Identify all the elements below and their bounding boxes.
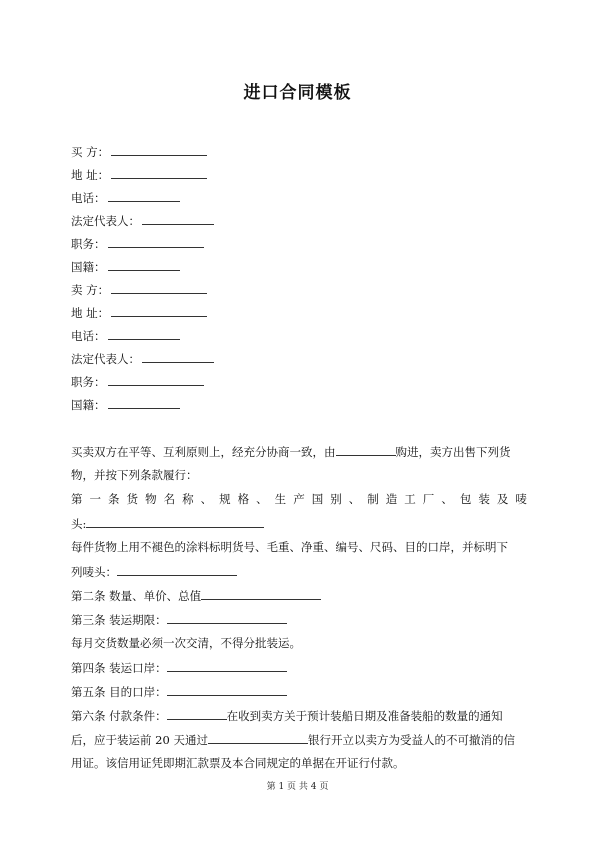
- article-1-heading-char: 厂: [422, 492, 435, 506]
- party-field-seller-phone: [71, 328, 180, 343]
- field-label: 法定代表人：: [71, 352, 140, 366]
- marks-paragraph-line: 每件货物上用不褪色的涂料标明货号、毛重、净重、编号、尺码、目的口岸，并标明下: [71, 540, 508, 554]
- fill-blank[interactable]: [142, 351, 214, 363]
- party-field-buyer-rep: [71, 213, 214, 228]
- fill-blank[interactable]: [108, 397, 180, 409]
- article-2: 第二条 数量、单价、总值: [71, 588, 321, 603]
- fill-blank[interactable]: [108, 374, 204, 386]
- article-1-heading-char: 一: [89, 492, 102, 506]
- party-field-seller: [71, 282, 207, 297]
- article-4: 第四条 装运口岸：: [71, 660, 287, 675]
- article-1-heading-char: 、: [348, 492, 361, 506]
- fill-blank[interactable]: [108, 259, 180, 271]
- fill-blank[interactable]: [167, 708, 227, 720]
- field-label: 国籍：: [71, 398, 106, 412]
- article-1-heading-char: 包: [459, 492, 472, 506]
- article-1-heading-char: 产: [293, 492, 305, 506]
- field-label: 电话：: [71, 329, 106, 343]
- fill-blank[interactable]: [117, 564, 237, 576]
- article-1-marks-line: 头:: [71, 516, 264, 531]
- article-3: 第三条 装运期限：: [71, 612, 287, 627]
- article-1-heading-char: 唛: [515, 492, 527, 506]
- fill-blank[interactable]: [167, 684, 287, 696]
- party-field-seller-rep: [71, 351, 214, 366]
- field-label: 卖 方：: [71, 283, 110, 297]
- intro-paragraph-line: 买卖双方在平等、互利原则上，经充分协商一致，由 购进，卖方出售下列货: [71, 445, 511, 459]
- fill-blank[interactable]: [108, 236, 204, 248]
- field-label: 法定代表人：: [71, 214, 140, 228]
- field-label: 国籍：: [71, 260, 106, 274]
- fill-blank[interactable]: [167, 612, 287, 624]
- article-1-heading-char: 别: [330, 492, 342, 506]
- fill-blank[interactable]: [142, 213, 214, 225]
- fill-blank[interactable]: [86, 516, 264, 528]
- article-1-heading-char: 制: [367, 492, 379, 506]
- fill-blank[interactable]: [108, 328, 180, 340]
- article-1-heading-char: 物: [145, 492, 157, 506]
- article-1-heading-char: 国: [311, 492, 324, 506]
- article-1-heading-char: 规: [219, 492, 231, 506]
- article-1-heading-char: 、: [200, 492, 213, 506]
- field-label: 电话：: [71, 191, 106, 205]
- article-1-heading-char: 及: [496, 492, 509, 506]
- article-1-heading-char: 、: [256, 492, 268, 506]
- party-field-seller-nationality: [71, 397, 180, 412]
- article-1-heading-char: 装: [478, 492, 490, 506]
- field-label: 地 址：: [71, 168, 110, 182]
- article-1-heading-char: 名: [163, 492, 176, 506]
- fill-blank[interactable]: [108, 190, 180, 202]
- article-1-heading-char: 生: [274, 492, 287, 506]
- fill-blank[interactable]: [336, 444, 396, 456]
- article-1-heading: [71, 492, 527, 506]
- article-1-heading-char: 造: [385, 492, 398, 506]
- party-field-buyer-phone: [71, 190, 180, 205]
- article-6-line: 第六条 付款条件： 在收到卖方关于预计装船日期及准备装船的数量的通知: [71, 709, 503, 723]
- field-label: 职务：: [71, 375, 106, 389]
- fill-blank[interactable]: [111, 167, 207, 179]
- article-1-heading-char: 条: [108, 492, 120, 506]
- article-1-heading-char: 工: [404, 492, 416, 506]
- fill-blank[interactable]: [111, 282, 207, 294]
- article-5: 第五条 目的口岸：: [71, 684, 287, 699]
- page-number: 第 1 页 共 4 页: [266, 782, 329, 792]
- party-field-seller-address: [71, 305, 207, 320]
- article-1-heading-char: 、: [441, 492, 453, 506]
- party-field-buyer-nationality: [71, 259, 180, 274]
- fill-blank[interactable]: [111, 144, 207, 156]
- party-field-seller-title: [71, 374, 204, 389]
- article-6-line: 用证。该信用证凭即期汇款票及本合同规定的单据在开证行付款。: [71, 756, 405, 770]
- intro-paragraph-line: 物，并按下列条款履行：: [71, 468, 198, 482]
- monthly-delivery-note: 每月交货数量必须一次交清，不得分批装运。: [71, 636, 301, 650]
- fill-blank[interactable]: [201, 588, 321, 600]
- field-label: 买 方：: [71, 145, 110, 159]
- document-title: 进口合同模板: [243, 83, 352, 103]
- party-field-buyer-title: [71, 236, 204, 251]
- fill-blank[interactable]: [167, 660, 287, 672]
- article-1-heading-char: 货: [126, 492, 139, 506]
- fill-blank[interactable]: [111, 305, 207, 317]
- article-1-heading-char: 格: [237, 492, 250, 506]
- field-label: 地 址：: [71, 306, 110, 320]
- party-field-buyer: [71, 144, 207, 159]
- field-label: 职务：: [71, 237, 106, 251]
- article-1-heading-char: 第: [71, 492, 83, 506]
- marks-paragraph-line: 列唛头：: [71, 564, 237, 579]
- article-1-heading-char: 称: [182, 492, 194, 506]
- article-6-line: 后，应于装运前 20 天通过 银行开立以卖方为受益人的不可撤消的信: [71, 733, 515, 747]
- party-field-buyer-address: [71, 167, 207, 182]
- fill-blank[interactable]: [208, 732, 308, 744]
